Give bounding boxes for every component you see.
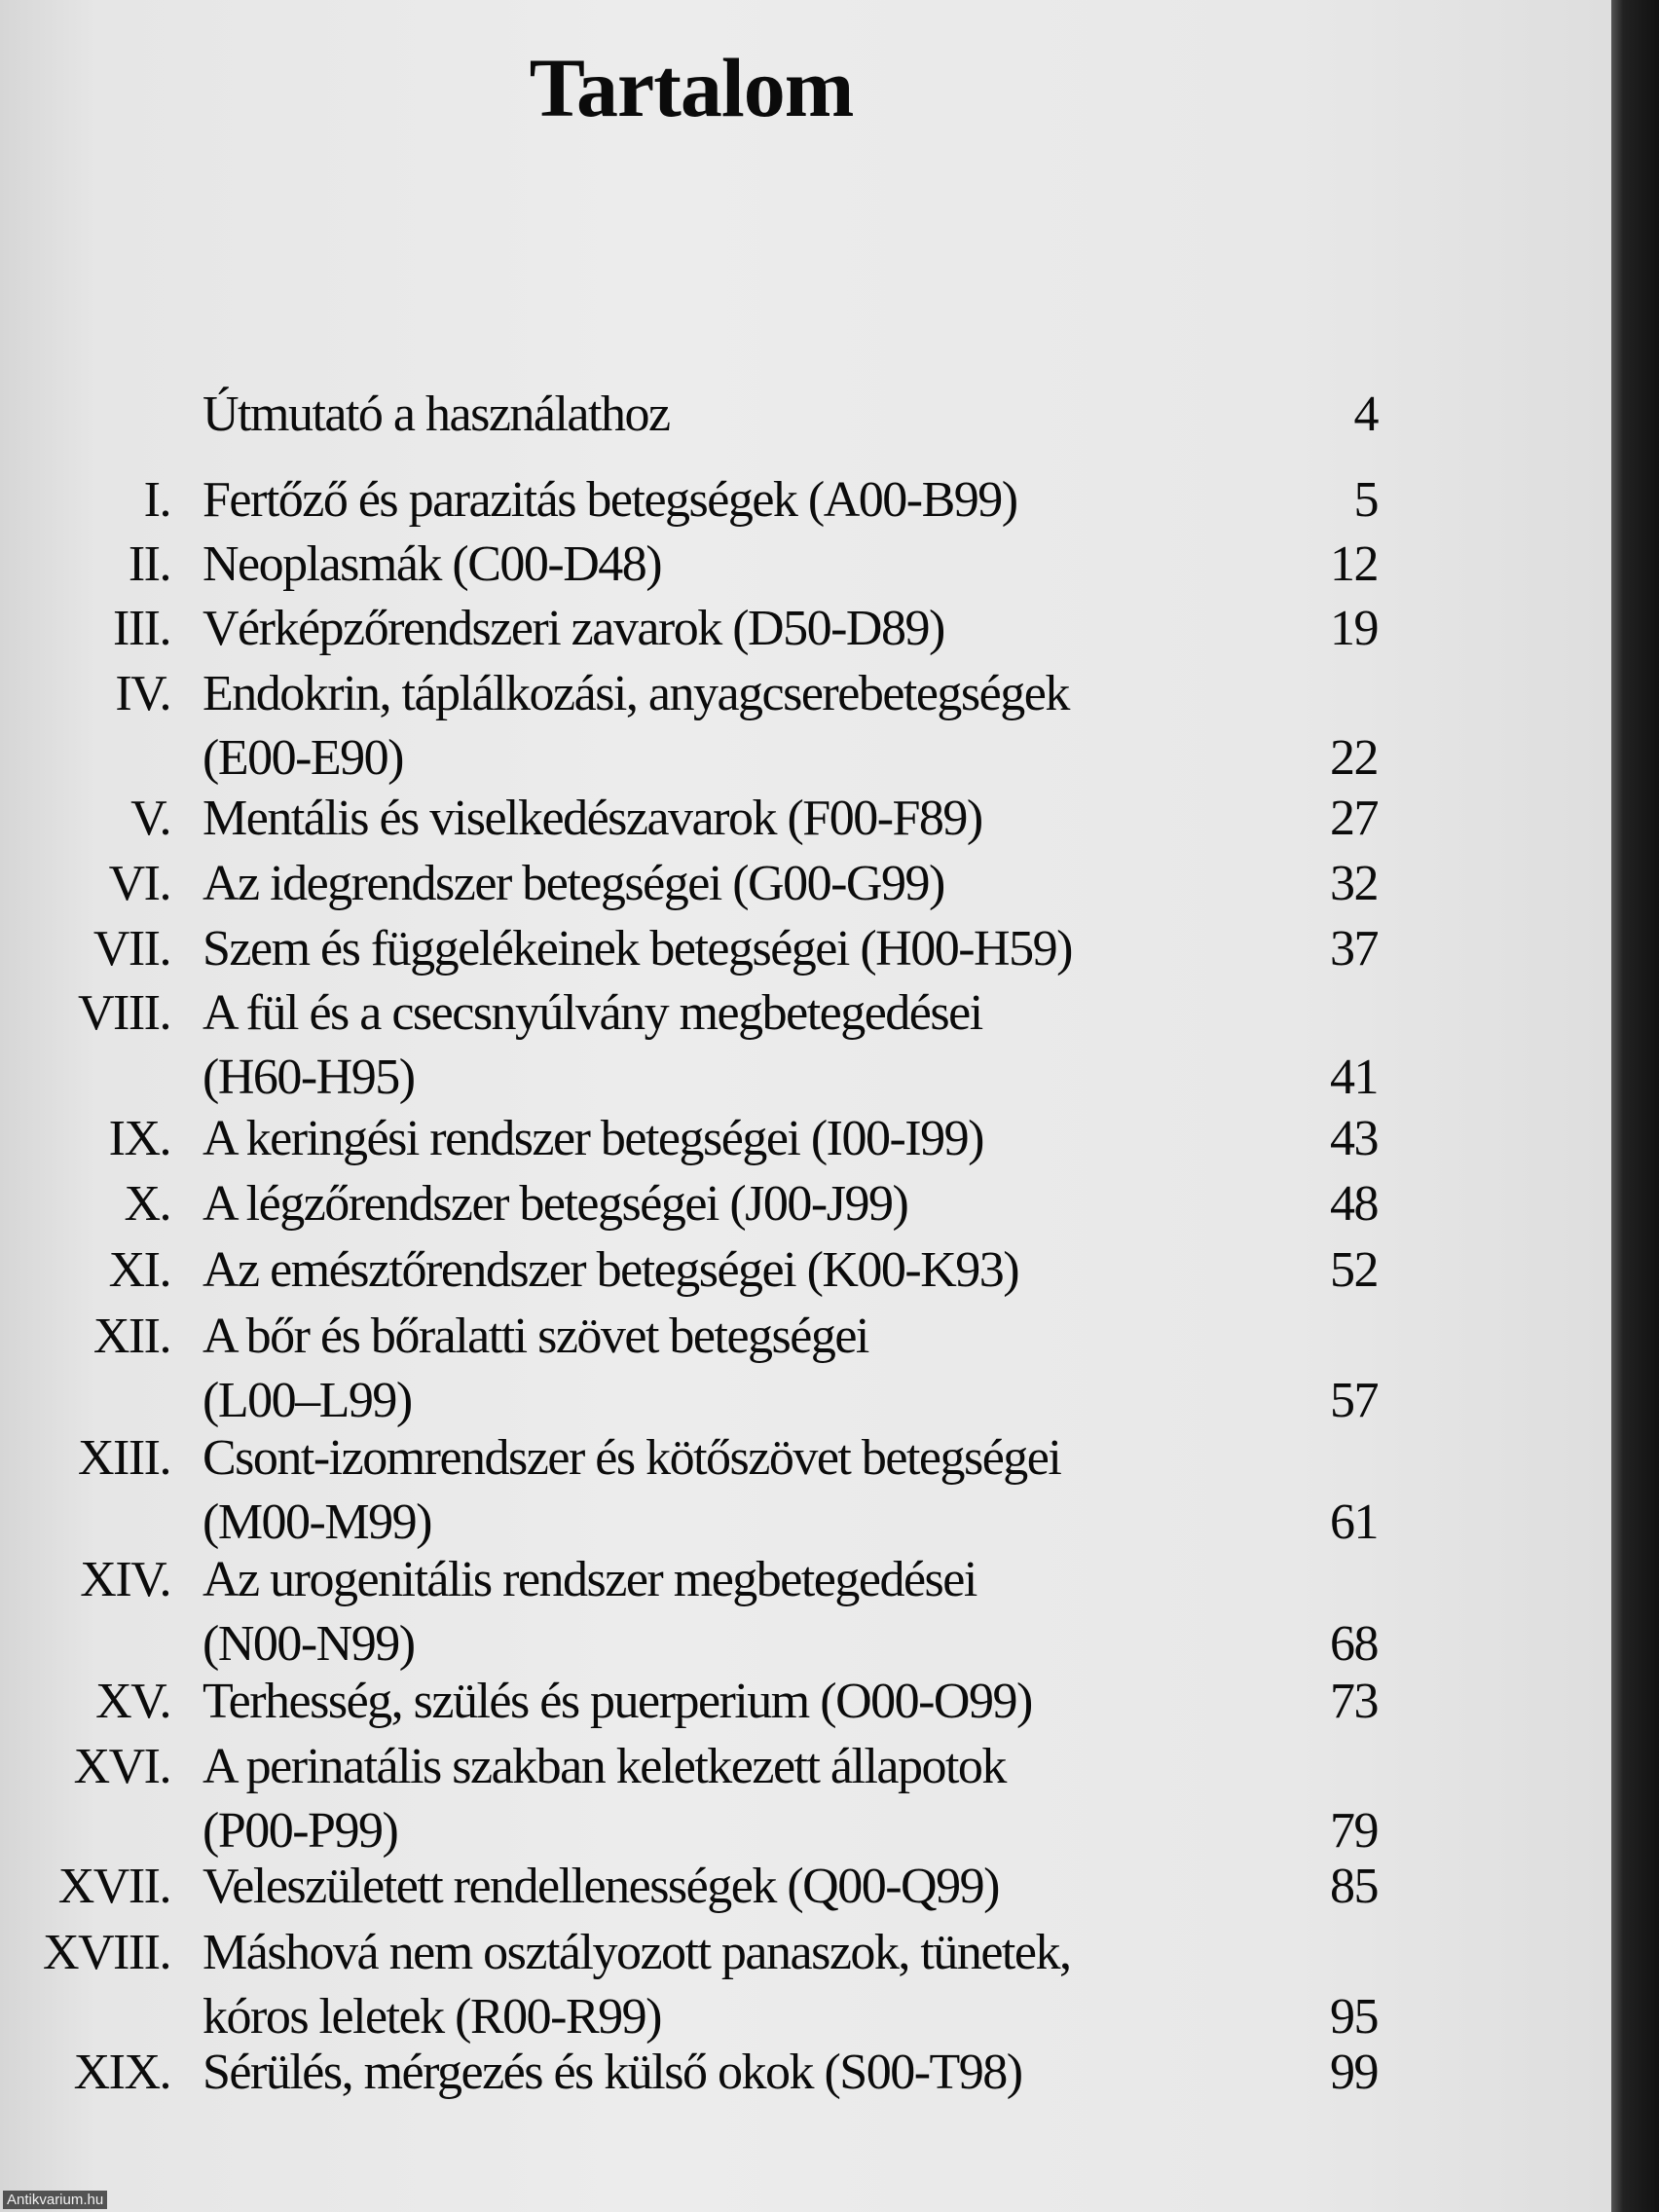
chapter-title: Szem és függelékeinek betegségei (H00-H59) <box>203 921 1072 977</box>
page-number: 48 <box>1330 1176 1378 1232</box>
chapter-title: Terhesség, szülés és puerperium (O00-O99) <box>203 1674 1032 1729</box>
chapter-title: A perinatális szakban keletkezett állapotok (P00-P99) <box>203 1739 1006 1859</box>
chapter-number: XV. <box>95 1674 170 1729</box>
chapter-title: Sérülés, mérgezés és külső okok (S00-T98) <box>203 2045 1022 2100</box>
page-number: 85 <box>1330 1859 1378 1914</box>
chapter-title: Endokrin, táplálkozási, anyagcserebetegségek (E00-E90) <box>203 666 1069 786</box>
chapter-number: VII. <box>92 921 170 977</box>
chapter-title: Mentális és viselkedészavarok (F00-F89) <box>203 791 982 846</box>
book-spine-shadow <box>1611 0 1659 2212</box>
chapter-title: Csont-izomrendszer és kötőszövet betegségei (M00-M99) <box>203 1430 1061 1550</box>
page-number: 32 <box>1330 856 1378 911</box>
page-number: 41 <box>1330 1050 1378 1105</box>
page-number: 27 <box>1330 791 1378 846</box>
chapter-number: XVII. <box>57 1859 170 1914</box>
chapter-number: V. <box>130 791 170 846</box>
page-number: 5 <box>1353 472 1378 528</box>
chapter-title: Vérképzőrendszeri zavarok (D50-D89) <box>203 601 944 656</box>
page-number: 22 <box>1330 730 1378 786</box>
chapter-title: Fertőző és parazitás betegségek (A00-B99) <box>203 472 1017 528</box>
page-number: 52 <box>1330 1242 1378 1298</box>
chapter-title: Az emésztőrendszer betegségei (K00-K93) <box>203 1242 1019 1298</box>
chapter-title: Az urogenitális rendszer megbetegedései (N00-N99) <box>203 1552 977 1672</box>
chapter-number: XII. <box>92 1309 170 1364</box>
chapter-title: A bőr és bőralatti szövet betegségei (L00–L99) <box>203 1309 868 1428</box>
chapter-number: IX. <box>108 1111 170 1166</box>
page-number: 68 <box>1330 1616 1378 1672</box>
chapter-title: Az idegrendszer betegségei (G00-G99) <box>203 856 944 911</box>
page-number: 43 <box>1330 1111 1378 1166</box>
chapter-number: VI. <box>108 856 170 911</box>
page-number: 19 <box>1330 601 1378 656</box>
chapter-number: III. <box>113 601 170 656</box>
chapter-number: VIII. <box>77 985 170 1041</box>
page-number: 12 <box>1330 536 1378 592</box>
page-number: 4 <box>1353 387 1378 442</box>
chapter-number: I. <box>143 472 170 528</box>
page-number: 37 <box>1330 921 1378 977</box>
watermark-label: Antikvarium.hu <box>3 2191 107 2209</box>
chapter-title: Veleszületett rendellenességek (Q00-Q99) <box>203 1859 999 1914</box>
page-number: 95 <box>1330 1989 1378 2045</box>
page-title: Tartalom <box>529 41 854 134</box>
chapter-number: XIX. <box>73 2045 170 2100</box>
chapter-number: XI. <box>108 1242 170 1298</box>
chapter-number: X. <box>124 1176 170 1232</box>
chapter-title: Neoplasmák (C00-D48) <box>203 536 662 592</box>
chapter-title: Útmutató a használathoz <box>203 387 670 442</box>
chapter-title: Máshová nem osztályozott panaszok, tünetek, kóros leletek (R00-R99) <box>203 1925 1071 2045</box>
page-number: 99 <box>1330 2045 1378 2100</box>
page-number: 61 <box>1330 1494 1378 1550</box>
page-number: 57 <box>1330 1373 1378 1428</box>
chapter-number: II. <box>128 536 170 592</box>
chapter-number: XIII. <box>77 1430 170 1486</box>
page-number: 73 <box>1330 1674 1378 1729</box>
chapter-number: IV. <box>115 666 170 721</box>
chapter-number: XVIII. <box>42 1925 170 1980</box>
page-number: 79 <box>1330 1803 1378 1859</box>
chapter-title: A fül és a csecsnyúlvány megbetegedései (H60-H95) <box>203 985 982 1105</box>
chapter-title: A légzőrendszer betegségei (J00-J99) <box>203 1176 908 1232</box>
chapter-title: A keringési rendszer betegségei (I00-I99) <box>203 1111 983 1166</box>
chapter-number: XIV. <box>80 1552 170 1607</box>
chapter-number: XVI. <box>73 1739 170 1794</box>
